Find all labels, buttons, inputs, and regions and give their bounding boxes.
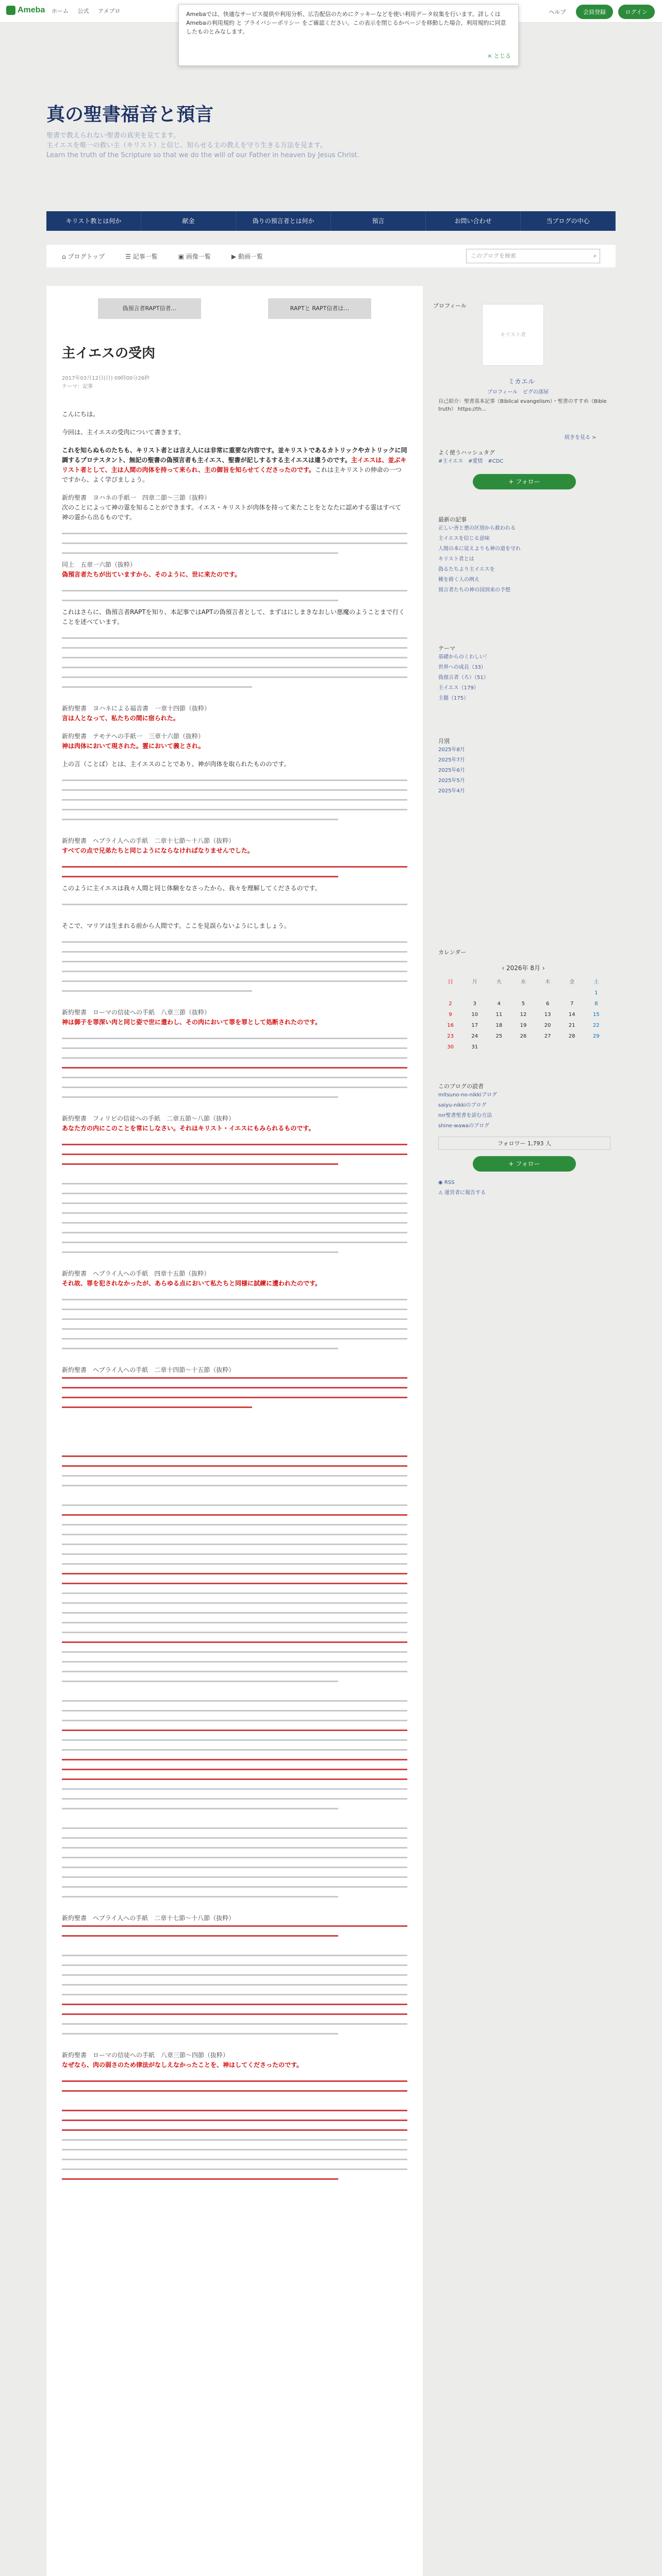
text-line — [62, 939, 407, 944]
text-line — [62, 588, 407, 593]
text-line — [62, 2117, 407, 2123]
text-line — [62, 674, 407, 680]
calendar-weekday: 月 — [472, 979, 477, 985]
text-line — [62, 1395, 407, 1400]
text-line — [62, 1708, 407, 1713]
calendar-heading: カレンダー — [438, 949, 467, 956]
tab-label: 画像一覧 — [186, 252, 211, 260]
theme-heading: テーマ — [438, 645, 455, 652]
text-line — [62, 1551, 407, 1556]
text-line — [62, 1933, 338, 1938]
calendar-day[interactable]: 6 — [545, 1001, 550, 1007]
calendar-day — [487, 990, 511, 996]
calendar-day[interactable]: 26 — [520, 1033, 527, 1039]
calendar-grid — [438, 977, 608, 1050]
text-line — [62, 598, 338, 603]
text-line — [62, 1982, 407, 1987]
calendar-day[interactable]: 8 — [594, 1001, 598, 1007]
text-line — [62, 1326, 407, 1331]
text-line — [62, 797, 407, 802]
scripture-ref: 新約聖書 ヨハネの手紙一 四章二節〜三節（抜粋） — [62, 494, 211, 501]
ameba-nav-ameblo[interactable]: アメブロ — [98, 8, 121, 14]
scripture-ref: 新約聖書 ローマの信徒への手紙 八章三節〜四節（抜粋） — [62, 2052, 229, 2059]
gnav-item[interactable]: 偽りの預言者とは何か — [236, 211, 331, 231]
text-line — [62, 777, 407, 783]
text-line — [62, 1865, 407, 1870]
text-line — [62, 1825, 407, 1831]
reader-item[interactable]: saiyu-nikkiのブログ — [438, 1103, 487, 1108]
text-line — [62, 1659, 407, 1664]
text-line — [62, 1045, 407, 1050]
readers-heading: このブログの読者 — [438, 1083, 484, 1090]
text-line — [62, 1718, 407, 1723]
text-line — [62, 1297, 407, 1302]
entry-meta — [62, 375, 150, 391]
gnav-item[interactable]: 当ブログの中心 — [521, 211, 616, 231]
text-line — [62, 635, 407, 640]
text-line — [62, 1075, 407, 1080]
paragraph: これはさらに、偽預言者RAPTを知り、本記事ではAPTの偽預言者として、まずはにしまきなおしい悪魔のようことまで行くことを述べています。 — [62, 608, 405, 625]
scripture-ref: 新約聖書 ヘブライ人への手紙 二章十四節〜十五節（抜粋） — [62, 1366, 235, 1374]
text-line — [62, 645, 407, 650]
main-article — [46, 286, 423, 2576]
calendar-day[interactable]: 17 — [471, 1023, 478, 1028]
search-input[interactable] — [466, 249, 600, 263]
calendar-day[interactable]: 24 — [471, 1033, 478, 1039]
text-line — [62, 874, 338, 879]
ameba-nav-home[interactable]: ホーム — [52, 8, 69, 14]
text-line — [62, 1874, 407, 1879]
calendar-day[interactable]: 27 — [544, 1033, 551, 1039]
gnav-item[interactable]: 献金 — [141, 211, 236, 231]
calendar-day[interactable]: 2 — [449, 1001, 452, 1007]
text-line — [62, 531, 407, 536]
text-line — [62, 1512, 407, 1517]
text-line — [62, 2031, 338, 2036]
entry-date: 2017年03月12日(日) 09時00分26秒 — [62, 376, 150, 381]
ameba-nav — [52, 7, 127, 15]
blog-desc-line: 聖書で教えられない聖書の真実を見てます。 — [46, 132, 180, 140]
text-line — [62, 665, 407, 670]
blog-title[interactable]: 真の聖書福音と預言 — [46, 104, 214, 125]
rss-icon: ◉ — [438, 1180, 443, 1185]
text-line — [62, 1336, 407, 1341]
text-line — [62, 1210, 407, 1215]
recent-item[interactable]: キリスト者とは — [438, 556, 474, 562]
text-line — [62, 1776, 407, 1782]
calendar-day — [560, 990, 584, 996]
calendar-day[interactable]: 5 — [521, 1001, 525, 1007]
text-line — [62, 1835, 407, 1840]
rss-label: RSS — [444, 1180, 455, 1185]
gnav-item[interactable]: お問い合わせ — [426, 211, 521, 231]
text-line — [62, 807, 407, 812]
archive-section — [433, 737, 616, 796]
text-line — [62, 1541, 407, 1547]
recent-item[interactable]: 種を蒔く人の例え — [438, 577, 479, 583]
tab-label: 動画一覧 — [238, 252, 263, 260]
text-line — [62, 1191, 407, 1196]
text-line — [62, 1522, 407, 1527]
archive-item[interactable]: 2025年5月 — [438, 778, 465, 784]
next-article-button[interactable]: RAPTと RAPT信者は… — [268, 298, 371, 319]
text-line — [62, 1561, 407, 1566]
text-line — [62, 1463, 407, 1468]
text-line — [62, 1404, 252, 1410]
text-line — [62, 1757, 407, 1762]
report-label: 運営者に報告する — [444, 1190, 486, 1196]
text-line — [62, 1483, 407, 1488]
text-line — [62, 2021, 407, 2026]
recent-item[interactable]: 正しい善と悪の区別から救われる — [438, 526, 516, 531]
text-line — [62, 1181, 407, 1186]
highlight: なぜなら、肉の弱さのため律法がなしえなかったことを、神はしてくださったのです。 — [62, 2061, 303, 2069]
text-line — [62, 2166, 407, 2172]
text-line — [62, 1855, 407, 1860]
highlight: 言は人となって、私たちの間に宿られた。 — [62, 715, 179, 722]
text-line — [62, 1084, 407, 1090]
text-line — [62, 540, 407, 546]
text-line — [62, 1639, 407, 1645]
archive-item[interactable]: 2025年6月 — [438, 768, 465, 773]
calendar-month: ‹ 2026年 8月 › — [502, 964, 545, 972]
text-line — [62, 1727, 407, 1733]
scripture-ref: 新約聖書 ヘブライ人への手紙 四章十五節（抜粋） — [62, 1270, 210, 1277]
calendar-day[interactable]: 23 — [447, 1033, 454, 1039]
tab-image-list[interactable]: ▣ 画像一覧 — [178, 252, 211, 260]
theme-item[interactable]: 主題（175） — [438, 696, 469, 701]
follower-count[interactable]: フォロワー 1,793 人 — [438, 1137, 610, 1150]
entry-body — [62, 410, 407, 2186]
scripture-ref: 新約聖書 フィリピの信徒への手紙 二章五節〜八節（抜粋） — [62, 1115, 235, 1122]
text-line — [62, 1240, 407, 1245]
text-line — [62, 550, 338, 555]
hashtag-heading: よく使うハッシュタグ — [438, 449, 495, 456]
text-line — [62, 1502, 407, 1507]
recent-item[interactable]: 偽るたちより主イエスを — [438, 567, 495, 572]
calendar-day[interactable]: 4 — [497, 1001, 501, 1007]
calendar-day[interactable]: 14 — [568, 1012, 575, 1018]
text-line — [62, 1630, 407, 1635]
text-line — [62, 1747, 407, 1752]
theme-item[interactable]: 主イエス（179） — [438, 685, 479, 691]
text: これは主キリストの伸命の一つですから、よく学びましょう。 — [62, 466, 402, 483]
text-line — [62, 1375, 407, 1380]
tab-blog-top[interactable]: ⌂ ブログトップ — [62, 252, 105, 260]
calendar-day[interactable]: 10 — [471, 1012, 478, 1018]
calendar-day[interactable]: 9 — [449, 1012, 452, 1018]
text-line — [62, 1571, 407, 1576]
ameba-logo-icon — [6, 6, 15, 15]
scripture-ref: 新約聖書 テモテへの手紙一 三章十六節（抜粋） — [62, 733, 205, 740]
entry-theme[interactable]: テーマ：記事 — [62, 384, 93, 389]
text-line — [62, 1094, 338, 1099]
text-line — [62, 817, 338, 822]
text-line — [62, 2078, 407, 2083]
paragraph: 上の言（ことば）とは、主イエスのことであり、神が肉体を取られたもののです。 — [62, 760, 290, 768]
text-line — [62, 1142, 407, 1147]
calendar-heading-wrap — [433, 948, 616, 956]
calendar-day[interactable]: 1 — [594, 990, 598, 996]
calendar-day[interactable]: 16 — [447, 1023, 454, 1028]
calendar-day[interactable]: 7 — [570, 1001, 574, 1007]
tab-video-list[interactable]: ▶ 動画一覧 — [231, 252, 263, 260]
calendar-day[interactable]: 25 — [495, 1033, 503, 1039]
calendar-weekday: 日 — [448, 979, 453, 985]
text-line — [62, 2176, 338, 2181]
highlight: 偽預言者たちが出ていますから、そのように、世に来たのです。 — [62, 571, 241, 578]
text-line — [62, 2108, 407, 2113]
calendar-day[interactable]: 3 — [473, 1001, 476, 1007]
text-line — [62, 1581, 407, 1586]
theme-item[interactable]: 偽預言者（ろ）（51） — [438, 675, 489, 681]
text-line — [62, 1473, 407, 1478]
text-line — [62, 1894, 338, 1899]
calendar-day[interactable]: 22 — [593, 1023, 600, 1028]
calendar-weekday: 木 — [545, 979, 551, 985]
text-line — [62, 1590, 407, 1596]
highlight: 神は肉体において現された。霊において義とされ。 — [62, 742, 205, 750]
ameba-account — [544, 5, 655, 19]
calendar-day[interactable]: 12 — [520, 1012, 527, 1018]
text-line — [62, 1249, 338, 1255]
calendar-day[interactable]: 20 — [544, 1023, 551, 1028]
text-line — [62, 1972, 407, 1977]
calendar-weekday: 金 — [569, 979, 575, 985]
text-line — [62, 787, 407, 792]
text-line — [62, 655, 407, 660]
archive-item[interactable]: 2025年8月 — [438, 747, 465, 753]
calendar-day[interactable]: 28 — [568, 1033, 575, 1039]
scripture-ref: 新約聖書 ヘブライ人への手紙 二章十七節〜十八節（抜粋） — [62, 1914, 235, 1922]
theme-section — [433, 644, 616, 704]
hashtag-section — [433, 448, 616, 489]
text-line — [62, 1055, 407, 1060]
text-line — [62, 2011, 407, 2016]
text-line — [62, 969, 407, 974]
archive-item[interactable]: 2025年7月 — [438, 757, 465, 763]
text-line — [62, 1230, 407, 1235]
calendar-day[interactable]: 30 — [447, 1044, 454, 1050]
scripture-ref: 新約聖書 ヘブライ人への手紙 二章十七節〜十八節（抜粋） — [62, 837, 235, 844]
cookie-text: Amebaでは、快適なサービス提供や利用分析、広告配信のためにクッキーなどを使い利用データ収集を行います。詳しくは Amebaの利用規約 と プライバシーポリシー をご確認ください。この表示を閉じるかページを移動した場合、利用規約に同意したものとみなします。 — [186, 11, 506, 35]
text-line — [62, 1036, 407, 1041]
text-line — [62, 1884, 407, 1889]
text-line — [62, 1669, 407, 1674]
recent-item[interactable]: 預言者たちの神の国到来の予想 — [438, 587, 510, 593]
greeting: こんにちは。 — [62, 411, 100, 418]
text-line — [62, 1649, 407, 1654]
calendar-weekday: 土 — [593, 979, 599, 985]
text-line — [62, 684, 252, 689]
rss-link[interactable] — [438, 1178, 610, 1188]
archive-heading: 月別 — [438, 738, 450, 744]
text-line — [62, 1220, 407, 1225]
calendar-day[interactable]: 15 — [593, 1012, 600, 1018]
text-line — [62, 2147, 407, 2152]
follow-button[interactable]: + フォロー — [473, 474, 576, 489]
text-line — [62, 1151, 407, 1157]
text: これを知らぬものたちも、キリスト者とは言え人には非常に重要な内容です。並キリストであるカトリックやカトリックに同調するプロテスタント、無記の聖書の偽預言者も主イエス、聖書が記しするする主イエスは違うのです。 — [62, 447, 407, 464]
ameba-nav-official[interactable]: 公式 — [77, 8, 89, 14]
report-link[interactable] — [438, 1188, 610, 1198]
follow-button-2[interactable]: + フォロー — [473, 1156, 576, 1172]
scripture-ref: 新約聖書 ヨハネによる福音書 一章十四節（抜粋） — [62, 705, 211, 712]
calendar-day[interactable]: 18 — [495, 1023, 503, 1028]
text-line — [62, 1698, 407, 1703]
scripture-ref: 同上 五章一六節（抜粋） — [62, 561, 137, 568]
theme-item[interactable]: 基礎からのくわしい！ — [438, 654, 490, 660]
scripture-ref: 新約聖書 ローマの信徒への手紙 八章三節（抜粋） — [62, 1009, 211, 1016]
highlight: 神は御子を罪深い肉と同じ姿で世に遣わし、その肉において罪を罪として処断されたのです。 — [62, 1019, 322, 1026]
text-line — [62, 1737, 407, 1742]
calendar-day[interactable]: 29 — [593, 1033, 600, 1039]
tab-label: ブログトップ — [68, 252, 105, 260]
recent-section — [433, 515, 616, 596]
gnav-item[interactable]: キリスト教とは何か — [46, 211, 141, 231]
text-line — [62, 1161, 338, 1166]
text-line — [62, 2157, 407, 2162]
text-line — [62, 1385, 407, 1390]
hashtag-list[interactable]: #主イエス #愛情 #CDC — [438, 459, 504, 464]
calendar-day — [438, 990, 462, 996]
search-icon[interactable]: ⌕ — [593, 252, 597, 259]
profile-links[interactable]: プロフィール ピグの部屋 — [487, 389, 549, 395]
text-line — [62, 978, 407, 984]
tab-label: 記事一覧 — [133, 252, 158, 260]
text-line — [62, 2088, 407, 2093]
text-line — [62, 959, 407, 964]
text-line — [62, 1316, 407, 1321]
calendar-day[interactable]: 19 — [520, 1023, 527, 1028]
calendar-day[interactable]: 31 — [471, 1044, 478, 1050]
blog-desc-line: 主イエスを唯一の救い主（キリスト）と信じ、知らせる主の教えを守り生きる方法を見ます。 — [46, 142, 327, 149]
profile-heading: プロフィール — [433, 302, 467, 309]
text-line — [62, 1786, 407, 1791]
intro: 今回は、主イエスの受肉について書きます。 — [62, 429, 185, 436]
calendar-day — [536, 990, 560, 996]
login-button[interactable]: ログイン — [618, 5, 655, 19]
recent-item[interactable]: 人間の本に従えよりも神の道を守れ — [438, 546, 521, 552]
cookie-close-button[interactable]: × とじる — [487, 53, 511, 59]
ameba-logo[interactable]: Ameba — [6, 6, 45, 15]
text-line — [62, 1307, 407, 1312]
recent-item[interactable]: 主イエスを信じる意味 — [438, 536, 490, 541]
text-line — [62, 1923, 407, 1928]
text-line — [62, 902, 407, 907]
readmore-link[interactable]: 続きを見る > — [565, 435, 597, 440]
prev-article-button[interactable]: 偽預言者RAPT信者… — [98, 298, 201, 319]
calendar-day — [511, 990, 535, 996]
recent-heading: 最新の記事 — [438, 516, 467, 523]
blog-desc-line: Learn the truth of the Scripture so that we do the will of our Father in heaven by Jesus Christ. — [46, 151, 359, 159]
text-line — [62, 1610, 407, 1615]
text-line — [62, 1796, 407, 1801]
text-line — [62, 1532, 407, 1537]
text-line — [62, 864, 407, 869]
global-nav — [46, 211, 616, 231]
entry-title[interactable]: 主イエスの受肉 — [62, 346, 155, 361]
highlight: 主イエスは、並ぶキリスト者として、主は人間の肉体を持って来られ、主の御旨を知らせてくださったのです。 — [62, 456, 407, 473]
highlight: すべての点で兄弟たちと同じようにならなければなりませんでした。 — [62, 847, 254, 854]
text-line — [62, 2127, 407, 2132]
archive-item[interactable]: 2025年4月 — [438, 788, 465, 794]
search-placeholder: このブログを検索 — [471, 252, 516, 259]
paragraph: このように主イエスは我々人間と同じ体験をなさったから、我々を理解してくださるのです。 — [62, 885, 321, 892]
theme-item[interactable]: 世界への成長（33） — [438, 665, 486, 670]
calendar-weekday: 火 — [496, 979, 502, 985]
text-line — [62, 1679, 338, 1684]
reader-item[interactable]: nrr聖書聖書を読む方法 — [438, 1113, 492, 1118]
calendar-day[interactable]: 11 — [495, 1012, 503, 1018]
calendar-day — [462, 990, 487, 996]
text-line — [62, 1453, 407, 1459]
text-line — [62, 1767, 407, 1772]
paragraph — [62, 446, 407, 485]
text-line — [62, 1600, 407, 1605]
highlight: あなた方の内にこのことを常にしなさい。それはキリスト・イエスにもみられるものです。 — [62, 1125, 315, 1132]
tab-article-list[interactable]: ☰ 記事一覧 — [125, 252, 158, 260]
calendar-weekday: 水 — [520, 979, 526, 985]
avatar[interactable]: キリスト者 — [482, 304, 544, 366]
text-line — [62, 988, 252, 993]
text-line — [62, 1992, 407, 1997]
text-line — [62, 1845, 407, 1850]
blog-subnav — [46, 245, 616, 267]
cookie-banner — [178, 4, 519, 66]
text-line — [62, 1200, 407, 1206]
text-line — [62, 949, 407, 954]
text-line — [62, 1806, 338, 1811]
gnav-item[interactable]: 預言 — [331, 211, 426, 231]
text-line — [62, 1620, 407, 1625]
profile-name[interactable]: ミカエル — [508, 378, 535, 386]
profile-bio: 自己紹介：聖書基本記事（Biblical evangelism）・聖書のすすめ（Bible truth） https://th... — [438, 399, 607, 412]
paragraph: そこで、マリアは生まれる前から人間です。ここを見誤らないようにしましょう。 — [62, 922, 290, 929]
help-link[interactable]: ヘルプ — [549, 9, 566, 15]
highlight: それ故、罪を犯されなかったが、あらゆる点において私たちと同様に試練に遭われたのです。 — [62, 1280, 322, 1287]
text-line — [62, 1346, 338, 1351]
calendar-day[interactable]: 21 — [568, 1023, 575, 1028]
calendar-day[interactable]: 13 — [544, 1012, 551, 1018]
reader-item[interactable]: shine-wawaのブログ — [438, 1123, 490, 1129]
text-line — [62, 2137, 407, 2142]
blog-description — [46, 131, 614, 160]
reader-item[interactable]: mitsuno-no-nikkiブログ — [438, 1092, 497, 1098]
calendar — [438, 963, 608, 1050]
text-line — [62, 1065, 407, 1070]
readers-section — [433, 1082, 616, 1198]
text-line — [62, 1962, 407, 1968]
paragraph: 次のことによって神の霊を知ることができます。イエス・キリストが肉体を持って来たことをとなたに認めする霊はすべて神の霊から出るものです。 — [62, 504, 402, 521]
warning-icon: ⚠ — [438, 1190, 443, 1196]
text-line — [62, 2002, 407, 2007]
calendar-month-label: 2026年 8月 — [506, 964, 540, 972]
signup-button[interactable]: 会員登録 — [576, 5, 613, 19]
text-line — [62, 1953, 407, 1958]
